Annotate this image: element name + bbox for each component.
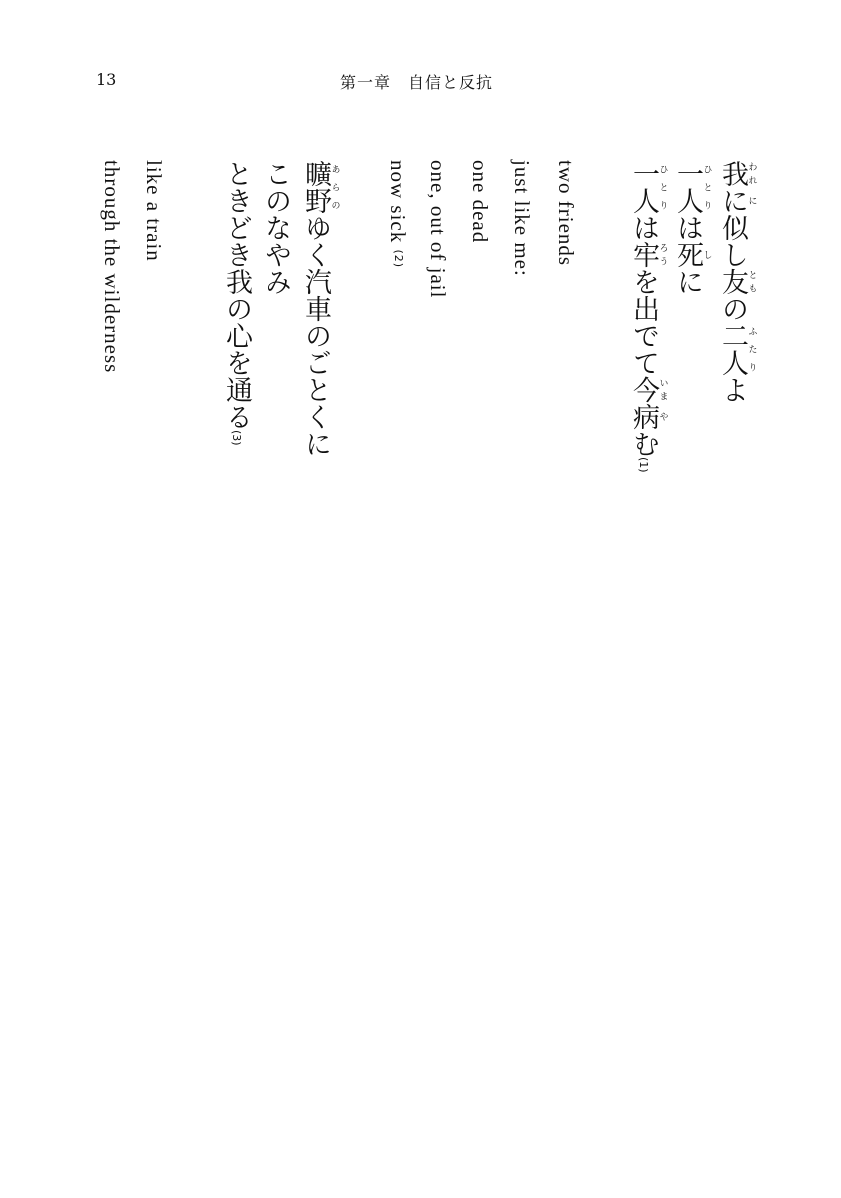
poem1-en-line1: two friends bbox=[554, 160, 578, 267]
ruby-word: 一人ひとり bbox=[628, 160, 668, 214]
ruby-word: 友とも bbox=[717, 268, 757, 295]
poem2-en-line2: through the wilderness bbox=[100, 160, 124, 374]
ruby-word: 今いま bbox=[628, 376, 668, 403]
poem1-jp-line1: 我われにに似し友ともの二人ふたりよ bbox=[717, 160, 757, 403]
footnote-mark: (1) bbox=[637, 457, 650, 473]
poem2-en-line1: like a train bbox=[142, 160, 166, 262]
poem1-jp-line2: 一人ひとりは死しに bbox=[672, 160, 712, 295]
poem1-en-line2: just like me: bbox=[510, 160, 534, 277]
footnote-mark: (3) bbox=[230, 430, 243, 446]
ruby-word: 病や bbox=[628, 403, 668, 430]
ruby-word: 死し bbox=[672, 241, 712, 268]
page-number: 13 bbox=[96, 70, 117, 89]
poem2-jp-line1: 曠野あらのゆく汽車のごとくに bbox=[300, 160, 340, 457]
poem1-en-line3: one dead bbox=[468, 160, 492, 244]
poem1-en-line4: one, out of jail bbox=[426, 160, 450, 299]
poem2-jp-line3: ときどき我の心を通る(3) bbox=[221, 160, 252, 446]
ruby-word: 牢ろう bbox=[628, 241, 668, 268]
ruby-word: にに bbox=[717, 187, 757, 214]
footnote-mark: (2) bbox=[392, 249, 405, 269]
ruby-word: 曠野あらの bbox=[300, 160, 340, 214]
ruby-word: 一人ひとり bbox=[672, 160, 712, 214]
running-head: 第一章 自信と反抗 bbox=[340, 73, 494, 92]
ruby-word: 二人ふたり bbox=[717, 322, 757, 376]
poem1-en-line5: now sick (2) bbox=[386, 160, 410, 269]
poem2-jp-line2: このなやみ bbox=[260, 160, 291, 295]
ruby-word: 我われ bbox=[717, 160, 757, 187]
poem1-jp-line3: 一人ひとりは牢ろうを出でて今いま病やむ(1) bbox=[628, 160, 668, 473]
